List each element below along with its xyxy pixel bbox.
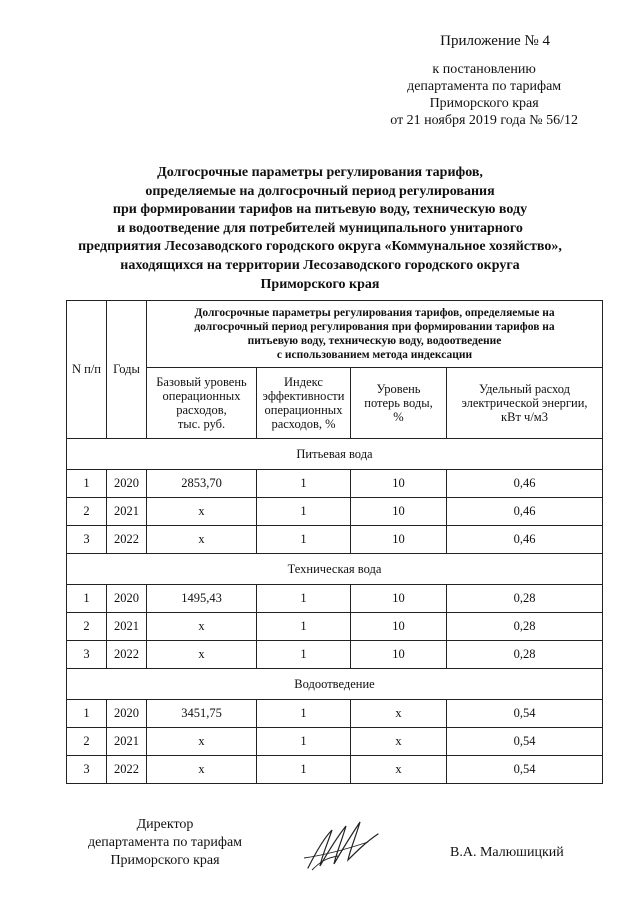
col-header-energy [447,368,603,439]
cell-year: 2022 [107,641,147,669]
table-row [67,728,603,756]
cell-base: x [147,756,257,784]
header-line: кВт ч/м3 [501,410,548,424]
cell-energy: 0,54 [447,700,603,728]
cell-year: 2021 [107,728,147,756]
cell-n: 2 [67,728,107,756]
title-line: Приморского края [260,276,380,292]
cell-loss: x [351,756,447,784]
cell-n: 3 [67,526,107,554]
main-header-line: с использованием метода индексации [276,349,473,361]
cell-index: 1 [257,641,351,669]
table-row [67,756,603,784]
cell-energy: 0,28 [447,641,603,669]
position-line: Директор [136,817,194,832]
cell-energy: 0,46 [447,526,603,554]
cell-base: x [147,728,257,756]
header-line: расходов, [176,403,227,417]
table-row [67,700,603,728]
col-header-water-loss [351,368,447,439]
cell-index: 1 [257,728,351,756]
appendix-line: от 21 ноября 2019 года № 56/12 [390,113,578,128]
cell-base: x [147,641,257,669]
cell-n: 1 [67,585,107,613]
cell-n: 1 [67,700,107,728]
main-header-line: долгосрочный период регулирования при формировании тарифов на [194,321,555,333]
col-header-base-expenses [147,368,257,439]
header-line: расходов, % [271,417,336,431]
cell-loss: 10 [351,498,447,526]
header-line: Уровень [376,382,421,396]
cell-n: 1 [67,470,107,498]
cell-energy: 0,54 [447,756,603,784]
cell-base: 3451,75 [147,700,257,728]
cell-year: 2022 [107,526,147,554]
appendix-line: к постановлению [432,62,536,77]
section-drinking-water: Питьевая вода [67,439,603,470]
cell-base: 2853,70 [147,470,257,498]
title-line: и водоотведение для потребителей муниципального унитарного [117,220,523,236]
title-line: определяемые на долгосрочный период регулирования [145,183,495,199]
cell-index: 1 [257,498,351,526]
cell-index: 1 [257,756,351,784]
section-technical-water: Техническая вода [67,554,603,585]
table-row [67,498,603,526]
cell-energy: 0,46 [447,498,603,526]
cell-loss: 10 [351,470,447,498]
parameters-table [66,300,603,784]
cell-year: 2020 [107,470,147,498]
main-header-line: питьевую воду, техническую воду, водоотведение [247,335,502,347]
position-line: департамента по тарифам [87,835,243,850]
cell-energy: 0,54 [447,728,603,756]
cell-year: 2020 [107,585,147,613]
cell-year: 2021 [107,613,147,641]
document-title [40,164,600,294]
cell-energy: 0,28 [447,585,603,613]
cell-year: 2021 [107,498,147,526]
header-line: Удельный расход [478,382,571,396]
cell-base: 1495,43 [147,585,257,613]
table-row [67,585,603,613]
title-line: предприятия Лесозаводского городского округа «Коммунальное хозяйство», [78,239,562,255]
col-header-n: N п/п [67,301,107,439]
cell-index: 1 [257,613,351,641]
position-line: Приморского края [110,853,220,868]
cell-index: 1 [257,700,351,728]
header-line: тыс. руб. [177,417,226,431]
cell-loss: x [351,728,447,756]
col-header-years: Годы [107,301,147,439]
cell-n: 2 [67,498,107,526]
cell-n: 2 [67,613,107,641]
cell-energy: 0,28 [447,613,603,641]
cell-base: x [147,498,257,526]
title-line: Долгосрочные параметры регулирования тарифов, [157,165,483,180]
signatory-position [70,816,260,870]
cell-index: 1 [257,526,351,554]
header-line: эффективности [262,389,345,403]
cell-loss: 10 [351,585,447,613]
cell-base: x [147,526,257,554]
appendix-line: департамента по тарифам [407,79,562,94]
appendix-title: Приложение № 4 [440,33,550,49]
cell-year: 2022 [107,756,147,784]
header-line: электрической энергии, [461,396,588,410]
header-line: потерь воды, [364,396,433,410]
title-line: при формировании тарифов на питьевую воду, техническую воду [112,202,528,218]
header-line: Базовый уровень [156,375,247,389]
header-line: операционных [162,389,241,403]
table-row [67,526,603,554]
header-line: операционных [264,403,343,417]
cell-index: 1 [257,585,351,613]
appendix-line: Приморского края [429,96,539,111]
cell-loss: 10 [351,613,447,641]
cell-loss: 10 [351,641,447,669]
cell-loss: x [351,700,447,728]
main-header-line: Долгосрочные параметры регулирования тарифов, определяемые на [194,307,555,319]
table-row [67,613,603,641]
section-wastewater: Водоотведение [67,669,603,700]
appendix-lines [390,61,578,129]
header-line: % [393,410,404,424]
handwritten-signature [298,812,388,874]
cell-base: x [147,613,257,641]
table-row [67,641,603,669]
header-line: Индекс [284,375,323,389]
cell-year: 2020 [107,700,147,728]
title-line: находящихся на территории Лесозаводского городского округа [120,257,520,273]
cell-energy: 0,46 [447,470,603,498]
col-header-main [147,301,603,368]
cell-loss: 10 [351,526,447,554]
col-header-efficiency-index [257,368,351,439]
cell-n: 3 [67,641,107,669]
cell-index: 1 [257,470,351,498]
cell-n: 3 [67,756,107,784]
table-row [67,470,603,498]
signatory-name: В.А. Малюшицкий [450,845,564,860]
